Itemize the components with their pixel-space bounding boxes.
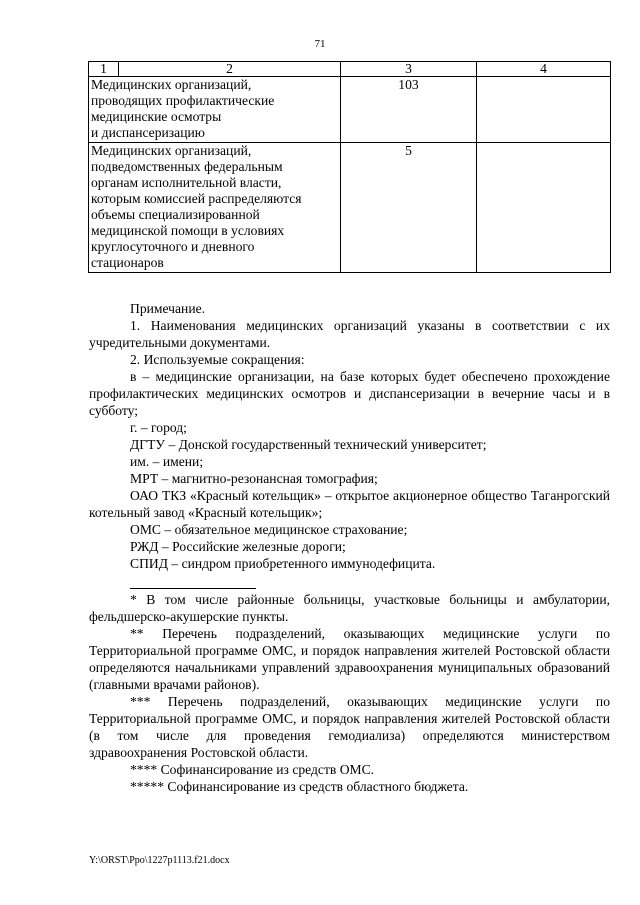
abbreviation-mrt: МРТ – магнитно-резонансная томография; xyxy=(130,471,378,486)
note-item-1: 1. Наименования медицинских организаций указаны в соответствии с их учредительными документами. xyxy=(89,318,610,350)
footnote-2: ** Перечень подразделений, оказывающих медицинские услуги по Территориальной программе ОМС, и порядок направления жителей Ростовской области определяются начальниками управлений здравоохранения муниципальных образований (главными врачами районов). xyxy=(89,626,610,692)
abbreviation-oao: ОАО ТКЗ «Красный котельщик» – открытое акционерное общество Таганрогский котельный завод «Красный котельщик»; xyxy=(89,488,610,520)
row-label-line: стационаров xyxy=(91,255,164,270)
row-label-line: круглосуточного и дневного xyxy=(91,239,255,254)
abbreviation-im: им. – имени; xyxy=(130,454,204,469)
header-cell-3: 3 xyxy=(341,62,477,77)
row-label-line: Медицинских организаций, xyxy=(91,77,252,92)
row-label-line: Медицинских организаций, xyxy=(91,143,252,158)
header-cell-1: 1 xyxy=(89,62,119,77)
notes-section xyxy=(89,300,610,795)
abbreviation-rzhd: РЖД – Российские железные дороги; xyxy=(130,539,346,554)
row-label-line: проводящих профилактические xyxy=(91,93,275,108)
footnote-1: * В том числе районные больницы, участковые больницы и амбулатории, фельдшерско-акушерские пункты. xyxy=(89,592,610,624)
row-label-line: органам исполнительной власти, xyxy=(91,175,282,190)
row-col4 xyxy=(477,77,611,143)
data-table xyxy=(88,61,611,273)
page-number: 71 xyxy=(314,38,326,50)
note-item-2: 2. Используемые сокращения: xyxy=(130,352,305,367)
table-row xyxy=(89,143,611,273)
row-label-line: которым комиссией распределяются xyxy=(91,191,302,206)
footnote-4: **** Софинансирование из средств ОМС. xyxy=(130,762,375,777)
row-label-line: объемы специализированной xyxy=(91,207,260,222)
table-row xyxy=(89,77,611,143)
row-label-line: медицинской помощи в условиях xyxy=(91,223,285,238)
table-header-row xyxy=(89,62,611,77)
abbreviation-dgtu: ДГТУ – Донской государственный технический университет; xyxy=(130,437,487,452)
abbreviation-spid: СПИД – синдром приобретенного иммунодефицита. xyxy=(130,556,436,571)
footnote-5: ***** Софинансирование из средств областного бюджета. xyxy=(130,779,469,794)
abbreviation-g: г. – город; xyxy=(130,420,187,435)
abbreviation-oms: ОМС – обязательное медицинское страхование; xyxy=(130,522,408,537)
row-label-line: подведомственных федеральным xyxy=(91,159,283,174)
row-col4 xyxy=(477,143,611,273)
abbreviation-v: в – медицинские организации, на базе которых будет обеспечено прохождение профилактических медицинских осмотров и диспансеризации в вечерние часы и в субботу; xyxy=(89,369,610,418)
header-cell-2: 2 xyxy=(119,62,341,77)
row-label xyxy=(89,143,341,273)
notes-title: Примечание. xyxy=(130,301,206,316)
header-cell-4: 4 xyxy=(477,62,611,77)
footnote-3: *** Перечень подразделений, оказывающих медицинские услуги по Территориальной программе ОМС, и порядок направления жителей Ростовской области (в том числе для проведения гемодиализа) определяются министерством здравоохранения Ростовской области. xyxy=(89,694,610,760)
footnote-separator xyxy=(130,588,256,589)
file-path: Y:\ORST\Ppo\1227p1113.f21.docx xyxy=(89,855,230,866)
row-value: 5 xyxy=(341,143,477,273)
row-label-line: и диспансеризацию xyxy=(91,125,205,140)
row-label-line: медицинские осмотры xyxy=(91,109,222,124)
row-value: 103 xyxy=(341,77,477,143)
row-label xyxy=(89,77,341,143)
